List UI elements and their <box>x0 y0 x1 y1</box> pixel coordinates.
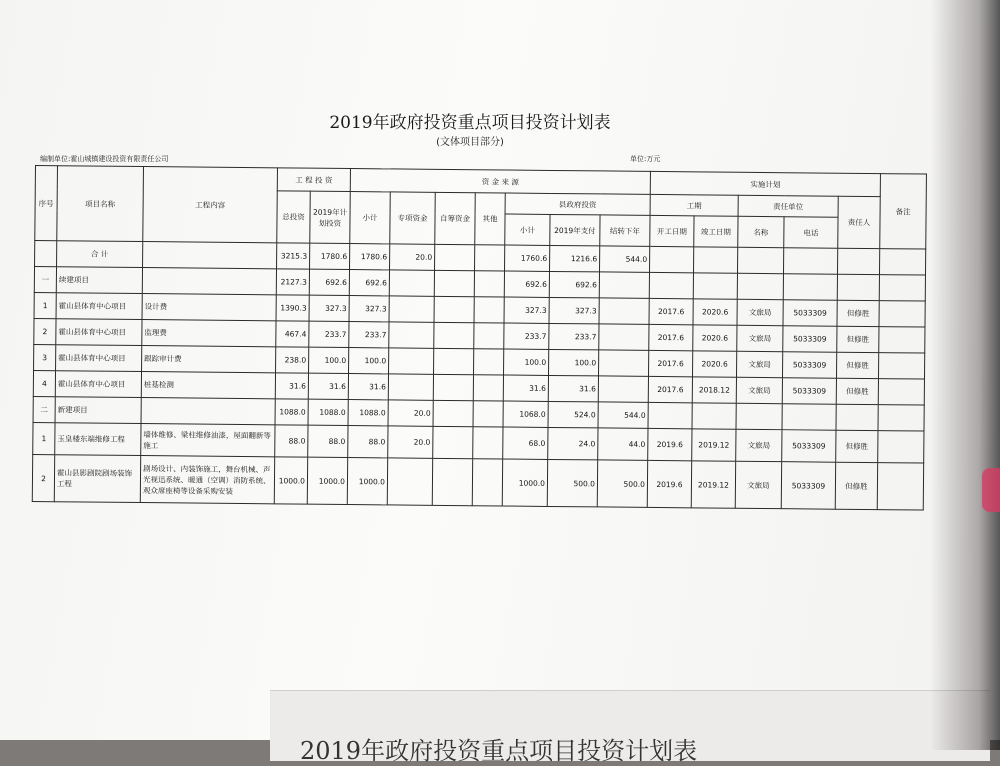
cell-phone <box>783 274 837 301</box>
cell-special: 20.0 <box>390 244 435 270</box>
cell-seq: 3 <box>34 344 56 370</box>
cell-other <box>472 459 502 506</box>
cell-dept: 文旅局 <box>737 325 783 351</box>
header-other: 其他 <box>475 193 505 245</box>
cell-content: 设计费 <box>142 294 276 321</box>
cell-carry <box>599 324 649 350</box>
cell-total: 1088.0 <box>275 399 308 425</box>
cell-content <box>141 398 275 425</box>
second-sheet-title: 2019年政府投资重点项目投资计划表 <box>300 737 698 765</box>
header-total: 总投资 <box>277 191 310 243</box>
cell-seq: 2 <box>32 454 54 501</box>
cell-total: 238.0 <box>276 347 309 373</box>
cell-subtotal: 233.7 <box>349 322 389 348</box>
cell-name: 玉皇楼东端维修工程 <box>55 423 141 456</box>
cell-subtotal: 100.0 <box>349 348 389 374</box>
cell-end <box>692 403 736 429</box>
cell-person <box>837 248 879 274</box>
cell-person: 但修胜 <box>836 352 878 378</box>
cell-start: 2017.6 <box>648 350 692 376</box>
cell-pay: 100.0 <box>549 349 599 375</box>
cell-end: 2020.6 <box>692 351 736 377</box>
table-row <box>32 454 923 510</box>
cell-self <box>432 458 472 505</box>
cell-phone: 5033309 <box>781 462 835 510</box>
cell-pay: 524.0 <box>548 401 598 427</box>
header-subtotal: 小计 <box>350 192 390 244</box>
cell-subtotal: 1088.0 <box>348 400 388 426</box>
cell-start <box>648 402 692 428</box>
cell-total: 467.4 <box>276 321 309 347</box>
cell-person <box>837 274 879 300</box>
cell-dept <box>736 403 782 429</box>
cell-dept: 文旅局 <box>735 461 781 508</box>
cell-carry <box>599 298 649 324</box>
cell-county-subtotal: 1068.0 <box>503 401 548 427</box>
cell-dept <box>737 247 783 273</box>
cell-seq: 4 <box>33 370 55 396</box>
cell-dept: 文旅局 <box>736 377 782 403</box>
cell-end <box>693 247 737 273</box>
cell-plan: 1088.0 <box>308 399 348 425</box>
cell-subtotal: 327.3 <box>349 296 389 322</box>
cell-special <box>389 348 434 374</box>
header-funds: 资 金 来 源 <box>350 169 650 195</box>
cell-person: 但修胜 <box>836 378 878 404</box>
cell-start: 2019.6 <box>648 428 692 460</box>
cell-content: 桩基检测 <box>141 372 275 399</box>
header-pay2019: 2019年支付 <box>550 214 600 245</box>
header-phone: 电话 <box>784 217 838 249</box>
cell-plan: 692.6 <box>309 269 349 295</box>
cell-name: 霍山县体育中心项目 <box>55 371 141 398</box>
cell-phone: 5033309 <box>783 326 837 353</box>
header-dept-name: 名称 <box>738 216 784 247</box>
cell-other <box>474 297 504 323</box>
cell-subtotal: 1780.6 <box>350 244 390 270</box>
edge-shadow <box>930 0 1000 750</box>
cell-carry: 544.0 <box>599 246 649 272</box>
cell-subtotal: 31.6 <box>348 374 388 400</box>
cell-county-subtotal: 233.7 <box>504 323 549 349</box>
cell-pay: 327.3 <box>549 297 599 323</box>
header-impl: 实施计划 <box>650 171 880 196</box>
cell-end: 2020.6 <box>693 325 737 351</box>
cell-phone: 5033309 <box>783 300 837 327</box>
cell-county-subtotal: 100.0 <box>504 349 549 375</box>
cell-county-subtotal: 327.3 <box>504 297 549 323</box>
cell-subtotal: 1000.0 <box>347 458 387 505</box>
cell-county-subtotal: 68.0 <box>503 427 548 459</box>
cell-plan: 1780.6 <box>310 243 350 269</box>
cell-total: 2127.3 <box>276 269 309 295</box>
header-selfraised: 自筹资金 <box>435 192 475 244</box>
cell-start: 2019.6 <box>647 460 691 507</box>
cell-remark <box>879 275 925 301</box>
cell-special: 20.0 <box>388 426 433 458</box>
cell-remark <box>878 353 924 379</box>
cell-special: 20.0 <box>388 400 433 426</box>
cell-content <box>142 268 276 295</box>
cell-person: 但修胜 <box>836 430 878 462</box>
header-person: 责任人 <box>838 196 880 248</box>
cell-end <box>693 273 737 299</box>
header-dept: 责任单位 <box>738 195 838 217</box>
cell-subtotal: 692.6 <box>349 270 389 296</box>
cell-pay: 24.0 <box>548 427 598 459</box>
cell-seq <box>35 241 57 267</box>
document-title: 2019年政府投资重点项目投资计划表 <box>329 113 611 133</box>
header-remark: 备注 <box>880 174 927 249</box>
cell-other <box>473 401 503 427</box>
cell-end: 2020.6 <box>693 299 737 325</box>
org-label: 编制单位:霍山城镇建设投资有限责任公司 <box>40 155 169 163</box>
cell-county-subtotal: 692.6 <box>504 271 549 297</box>
cell-name: 霍山县体育中心项目 <box>56 293 142 320</box>
cell-self <box>433 426 473 458</box>
cell-start <box>649 272 693 298</box>
cell-pay: 500.0 <box>547 459 597 506</box>
second-sheet <box>270 690 990 765</box>
header-county: 县政府投资 <box>505 193 650 215</box>
header-end: 竣工日期 <box>694 216 738 247</box>
cell-content: 跟踪审计费 <box>142 346 276 373</box>
cell-other <box>475 245 505 271</box>
cell-start: 2017.6 <box>648 376 692 402</box>
cell-phone <box>782 404 836 431</box>
cell-remark <box>878 405 924 431</box>
cell-plan: 88.0 <box>308 425 348 457</box>
cell-other <box>474 323 504 349</box>
cell-dept <box>737 273 783 299</box>
cell-content: 监理费 <box>142 320 276 347</box>
cell-carry <box>599 350 649 376</box>
cell-remark <box>879 249 925 275</box>
cell-county-subtotal: 1760.6 <box>505 245 550 271</box>
cell-special <box>388 374 433 400</box>
cell-carry: 544.0 <box>598 402 648 428</box>
cell-self <box>434 270 474 296</box>
cell-remark <box>877 463 923 510</box>
cell-other <box>473 427 503 459</box>
cell-carry: 44.0 <box>598 428 648 460</box>
cell-seq: 1 <box>34 292 56 318</box>
header-period: 工期 <box>650 194 738 216</box>
cell-person: 但修胜 <box>835 462 877 509</box>
cell-special <box>389 296 434 322</box>
cell-end: 2018.12 <box>692 377 736 403</box>
header-content: 工程内容 <box>143 167 278 243</box>
cell-dept: 文旅局 <box>736 429 782 461</box>
cell-special <box>389 270 434 296</box>
cell-self <box>434 296 474 322</box>
cell-phone <box>783 248 837 275</box>
cell-seq: 2 <box>34 318 56 344</box>
cell-self <box>434 322 474 348</box>
cell-pay: 31.6 <box>548 375 598 401</box>
cell-county-subtotal: 31.6 <box>503 375 548 401</box>
cell-other <box>473 375 503 401</box>
pink-object <box>982 468 1000 512</box>
cell-plan: 233.7 <box>309 321 349 347</box>
cell-name: 新建项目 <box>55 397 141 424</box>
cell-name: 霍山县影剧院剧场装饰工程 <box>54 455 140 503</box>
cell-total: 31.6 <box>275 373 308 399</box>
cell-end: 2019.12 <box>691 461 735 508</box>
header-carry: 结转下年 <box>600 215 650 246</box>
cell-person: 但修胜 <box>837 300 879 326</box>
cell-seq: 二 <box>33 396 55 422</box>
cell-plan: 327.3 <box>309 295 349 321</box>
cell-phone: 5033309 <box>782 430 836 463</box>
cell-start: 2017.6 <box>649 298 693 324</box>
cell-remark <box>878 379 924 405</box>
cell-self <box>435 244 475 270</box>
cell-person <box>836 404 878 430</box>
cell-carry <box>599 272 649 298</box>
cell-person: 但修胜 <box>837 326 879 352</box>
cell-total: 88.0 <box>275 425 308 457</box>
cell-self <box>434 348 474 374</box>
document-subtitle: (文体项目部分) <box>436 137 504 148</box>
meta-row <box>40 154 940 166</box>
cell-content: 墙体维修、梁柱维修油漆，屋面翻新等施工 <box>141 424 275 457</box>
cell-content <box>143 242 277 269</box>
cell-total: 3215.3 <box>277 243 310 269</box>
cell-self <box>433 400 473 426</box>
cell-remark <box>878 431 924 463</box>
cell-name: 霍山县体育中心项目 <box>56 345 142 372</box>
cell-self <box>433 374 473 400</box>
cell-name: 合 计 <box>57 241 143 268</box>
cell-name: 续建项目 <box>56 267 142 294</box>
cell-total: 1000.0 <box>274 457 307 504</box>
unit-label: 单位:万元 <box>630 155 661 163</box>
cell-other <box>474 271 504 297</box>
cell-name: 霍山县体育中心项目 <box>56 319 142 346</box>
cell-carry: 500.0 <box>597 460 647 507</box>
header-name: 项目名称 <box>57 166 144 242</box>
cell-plan: 1000.0 <box>307 457 347 504</box>
cell-subtotal: 88.0 <box>348 426 388 458</box>
cell-seq: 一 <box>34 267 56 293</box>
cell-phone: 5033309 <box>782 378 836 405</box>
cell-content: 剧场设计、内装饰施工，舞台机械、声光视迅系统、暖通（空调）消防系统、观众席座椅等设备采购安装 <box>140 456 274 504</box>
cell-other <box>474 349 504 375</box>
cell-special <box>389 322 434 348</box>
header-plan2019: 2019年计划投资 <box>310 191 350 243</box>
cell-plan: 100.0 <box>309 347 349 373</box>
cell-remark <box>879 327 925 353</box>
header-start: 开工日期 <box>650 215 694 246</box>
cell-pay: 1216.6 <box>550 245 600 271</box>
cell-carry <box>598 376 648 402</box>
header-seq: 序号 <box>35 166 58 241</box>
cell-phone: 5033309 <box>782 352 836 379</box>
cell-seq: 1 <box>33 422 55 454</box>
cell-dept: 文旅局 <box>736 351 782 377</box>
header-invest: 工 程 投 资 <box>277 168 350 192</box>
cell-total: 1390.3 <box>276 295 309 321</box>
cell-pay: 233.7 <box>549 323 599 349</box>
header-special: 专项资金 <box>390 192 435 244</box>
cell-end: 2019.12 <box>692 429 736 461</box>
cell-start <box>649 246 693 272</box>
cell-dept: 文旅局 <box>737 299 783 325</box>
cell-county-subtotal: 1000.0 <box>502 459 547 506</box>
cell-remark <box>879 301 925 327</box>
investment-table <box>32 165 927 511</box>
cell-pay: 692.6 <box>549 271 599 297</box>
cell-plan: 31.6 <box>308 373 348 399</box>
cell-start: 2017.6 <box>649 324 693 350</box>
header-county-subtotal: 小计 <box>505 214 550 245</box>
cell-special <box>387 458 432 505</box>
